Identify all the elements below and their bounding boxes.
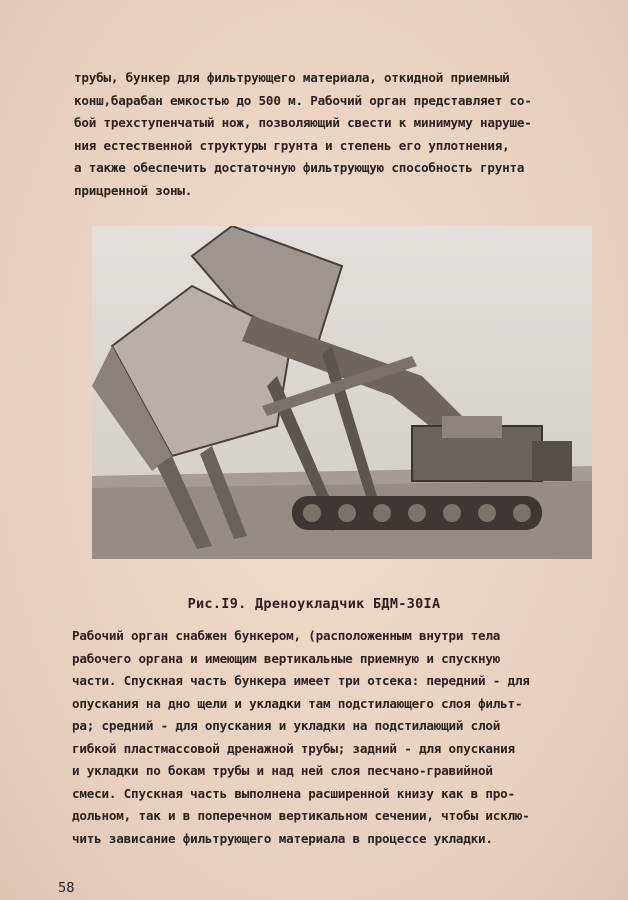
text-line: конш,барабан емкостью до 500 м. Рабочий орган представляет со-: [74, 92, 532, 108]
text-line: смеси. Спускная часть выполнена расширенной книзу как в про-: [72, 785, 515, 801]
text-line: а также обеспечить достаточную фильтрующую способность грунта: [74, 160, 525, 175]
paragraph-top: [74, 67, 574, 202]
photo-drainage-machine: [92, 226, 592, 559]
text-line: и укладки по бокам трубы и над ней слоя песчано-гравийной: [72, 763, 493, 778]
page-number: 58: [58, 881, 75, 896]
text-line: ра; средний - для опускания и укладки на подстилающий слой: [72, 718, 501, 733]
text-line: прицренной зоны.: [74, 182, 193, 198]
figure-caption: Рис.I9. Дреноукладчик БДМ-30IА: [187, 596, 441, 612]
text-line: чить зависание фильтрующего материала в процессе укладки.: [72, 830, 493, 846]
text-line: бой трехступенчатый нож, позволяющий свести к минимуму наруше-: [74, 115, 532, 130]
text-line: дольном, так и в поперечном вертикальном сечении, чтобы исклю-: [72, 808, 530, 823]
text-line: гибкой пластмассовой дренажной трубы; задний - для опускания: [72, 740, 515, 756]
text-line: Рабочий орган снабжен бункером, (расположенным внутри тела: [72, 628, 501, 643]
text-line: рабочего органа и имеющим вертикальные приемную и спускную: [72, 650, 501, 666]
text-line: опускания на дно щели и укладки там подстилающего слоя фильт-: [72, 695, 523, 711]
text-line: части. Спускная часть бункера имеет три отсека: передний - для: [72, 673, 530, 688]
text-line: трубы, бункер для фильтрующего материала, откидной приемный: [74, 70, 510, 85]
figure-photo-drainage-machine: [92, 226, 592, 559]
paragraph-bottom: [72, 625, 582, 850]
text-line: ния естественной структуры грунта и степень его уплотнения,: [74, 137, 510, 153]
